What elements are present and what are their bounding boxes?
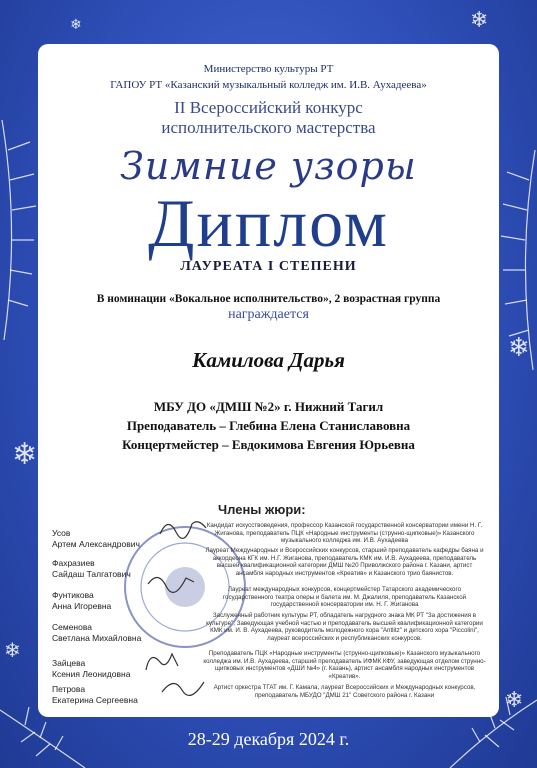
jury-member-name: Светлана Михайловна bbox=[52, 633, 142, 643]
event-date: 28-29 декабря 2024 г. bbox=[187, 729, 350, 749]
jury-member-surname: Семенова bbox=[52, 622, 93, 632]
jury-member-surname: Зайцева bbox=[52, 658, 86, 668]
snowflake-icon: ❄ bbox=[508, 333, 530, 363]
ministry-text: Министерство культуры РТ bbox=[203, 63, 334, 75]
jury-member-name: Анна Игоревна bbox=[52, 601, 112, 611]
jury-member-surname: Усов bbox=[52, 528, 71, 538]
jury-member bbox=[52, 590, 111, 612]
school-text: МБУ ДО «ДМШ №2» г. Нижний Тагил bbox=[153, 399, 384, 414]
recipient-name: Камилова Дарья bbox=[192, 348, 345, 372]
diploma-card bbox=[38, 44, 499, 717]
snowflake-icon: ❄ bbox=[4, 638, 21, 662]
jury-member-surname: Фунтикова bbox=[52, 590, 94, 600]
jury-member-name: Сайдаш Талгатович bbox=[52, 569, 131, 579]
snowflake-icon: ❄ bbox=[505, 688, 524, 713]
jury-member-name: Артем Александрович bbox=[52, 539, 140, 549]
degree-text: ЛАУРЕАТА I СТЕПЕНИ bbox=[180, 259, 357, 274]
signature bbox=[146, 570, 196, 594]
jury-member bbox=[52, 528, 140, 550]
jury-member bbox=[52, 658, 130, 680]
contest-title-line1: II Всероссийский конкурс bbox=[174, 98, 363, 117]
snowflake-icon: ❄ bbox=[12, 437, 38, 472]
jury-member-surname: Петрова bbox=[52, 684, 86, 694]
nomination-text: В номинации «Вокальное исполнительство», 2 возрастная группа bbox=[96, 293, 441, 305]
snowflake-icon: ❄ bbox=[470, 8, 489, 33]
jury-member-description: Кандидат искусствоведения, профессор Казанской государственной консерватории имени Н. Г. Жиганова, преподаватель ПЦК «Народные инструменты (струнно-щипковые)» Казанского музыкального колледжа им. И.В. Аухадеева bbox=[206, 522, 483, 545]
accompanist-text: Концертмейстер – Евдокимова Евгения Юрьевна bbox=[122, 437, 415, 452]
jury-member-description: Лауреат международных конкурсов, концертмейстер Татарского академического государственного театра оперы и балета им. М. Джалиля, преподаватель Казанской государственной консерватории им. Н. Г. Жиганова bbox=[222, 586, 467, 609]
teacher-text: Преподаватель – Глебина Елена Станиславовна bbox=[126, 418, 411, 433]
signature bbox=[142, 648, 182, 676]
jury-member-name: Ксения Леонидовна bbox=[52, 669, 131, 679]
snowflake-icon: ❄ bbox=[70, 17, 82, 33]
jury-member bbox=[52, 558, 131, 580]
contest-title-line2: исполнительского мастерства bbox=[161, 118, 376, 137]
awarded-text: награждается bbox=[228, 307, 309, 322]
jury-member-description: Заслуженный работник культуры РТ, обладатель нагрудного знака МК РТ "За достижения в культуре", Заведующая учебной частью и преподаватель высшей квалификационной категории КМК им. И. В. Аухадеева, руководитель молодежного хора "Antlitz" и детского хора "Piccolini", лауреат всероссийских и республиканских конкурсов. bbox=[206, 612, 483, 642]
pine-branch-icon bbox=[0, 120, 40, 340]
jury-member-description: Артист оркестра ТГАТ им. Г. Камала, лауреат Всероссийских и Международных конкурсов, преподаватель МБУДО "ДМШ 21" Советского района г. Казани bbox=[213, 684, 476, 699]
jury-member-surname: Фахразиев bbox=[52, 558, 95, 568]
jury-member-description: Лауреат Международных и Всероссийских конкурсов, старший преподаватель кафедры баяна и аккордеона КГК им. Н.Г. Жиганова, преподаватель КМК им. И.В. Аухадеева, преподаватель высшей квалификационной категории ДМШ №20 Приволжского района г. Казани, артист ансамбля народных инструментов «Креатив» и Казанского трио баянистов. bbox=[205, 547, 484, 577]
jury-member bbox=[52, 684, 138, 706]
jury-member bbox=[52, 622, 141, 644]
jury-title: Члены жюри: bbox=[218, 502, 306, 517]
signature bbox=[158, 514, 208, 542]
diploma-title: Диплом bbox=[148, 185, 389, 261]
pine-branch-icon bbox=[497, 150, 537, 370]
contest-name: Зимние узоры bbox=[120, 144, 417, 188]
college-text: ГАПОУ РТ «Казанский музыкальный колледж им. И.В. Аухадеева» bbox=[110, 79, 427, 91]
jury-member-description: Преподаватель ПЦК «Народные инструменты (струнно-щипковые)» Казанского музыкального колледжа им. И.В. Аухадеева, старший преподаватель ИФМК КФУ, заведующая отделом струнно-щипковых инструментов «ДШИ №4» (г. Казань), артист ансамбля народных инструментов «Креатив». bbox=[203, 650, 486, 680]
jury-member-name: Екатерина Сергеевна bbox=[52, 695, 138, 705]
